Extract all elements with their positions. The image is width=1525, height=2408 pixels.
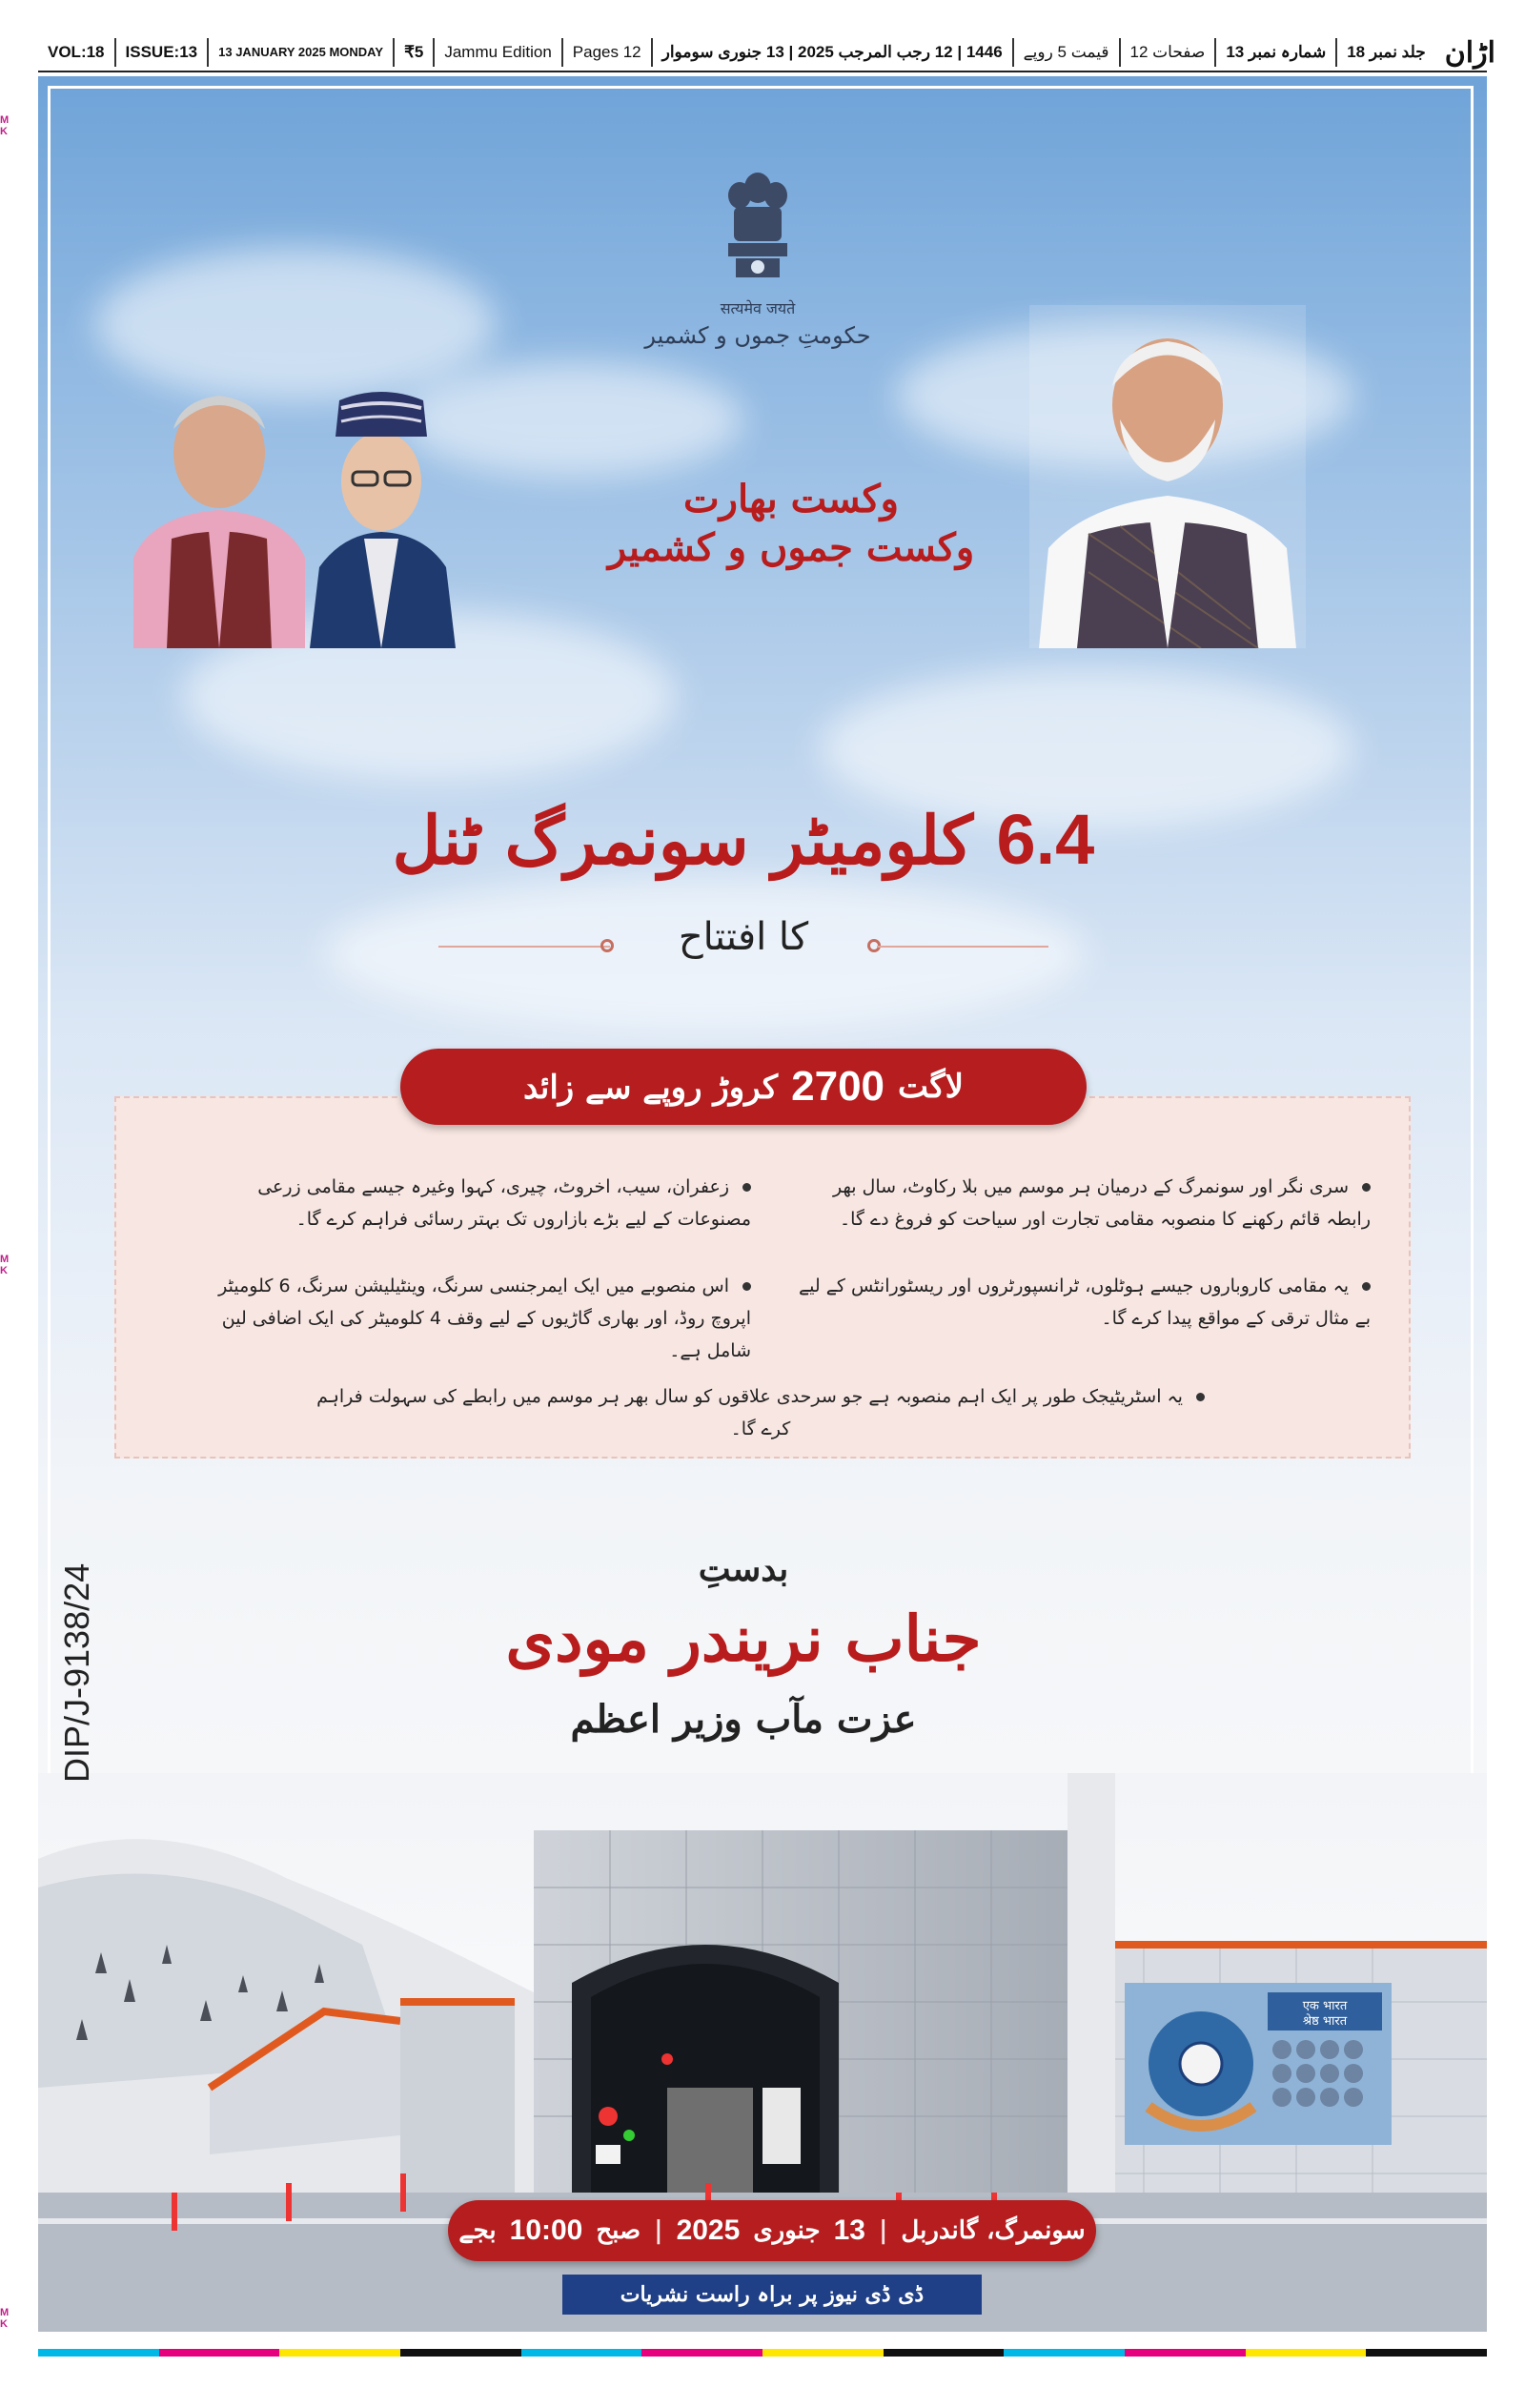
signboard-line-1: एक भारत <box>1302 1999 1348 2013</box>
benefit-item: زعفران، سیب، اخروٹ، چیری، کہوا وغیرہ جیسے مقامی زرعی مصنوعات کے لیے بڑے بازاروں تک بہتر رسائی فراہم کرے گا۔ <box>257 1176 751 1230</box>
color-swatch <box>159 2349 280 2357</box>
color-swatch <box>521 2349 642 2357</box>
event-time: 10:00 <box>509 2214 583 2246</box>
benefit-item: سری نگر اور سونمرگ کے درمیان ہر موسم میں بلا رکاوٹ، سال بھر رابطہ قائم رکھنے کا منصوبہ مقامی تجارت اور سیاحت کو فروغ دے گا۔ <box>832 1176 1371 1230</box>
masthead <box>38 34 1495 72</box>
benefit-item: یہ اسٹریٹیجک طور پر ایک اہم منصوبہ ہے جو سرحدی علاقوں کو سال بھر ہر موسم میں رابطے کی سہولت فراہم کرے گا۔ <box>303 1380 1218 1445</box>
event-details-banner <box>448 2200 1096 2261</box>
event-day: 13 <box>833 2214 865 2246</box>
slogan-line-2: وکست جموں و کشمیر <box>607 525 975 570</box>
event-month: جنوری <box>753 2216 821 2245</box>
color-swatch <box>1246 2349 1367 2357</box>
prime-minister-photo <box>1029 305 1306 648</box>
bullet-dot <box>1362 1183 1371 1192</box>
price-label: ₹5 <box>395 38 435 67</box>
pages-label: Pages 12 <box>563 38 653 67</box>
registration-mark: M K <box>0 114 10 137</box>
live-broadcast-label: ڈی ڈی نیوز پر براہ راست نشریات <box>562 2275 982 2315</box>
price-urdu: قیمت 5 روپے <box>1014 38 1121 67</box>
prime-minister-name: جناب نریندر مودی <box>505 1602 982 1676</box>
color-swatch <box>641 2349 762 2357</box>
event-time-suffix: بجے <box>458 2216 497 2245</box>
separator: | <box>654 2216 663 2245</box>
bullet-dot <box>1196 1393 1205 1401</box>
slogan <box>572 477 1010 570</box>
dip-reference-code: DIP/J-9138/24 <box>57 1562 96 1783</box>
advertisement-poster <box>38 76 1487 2332</box>
benefit-item: یہ مقامی کاروباروں جیسے ہوٹلوں، ٹرانسپورٹروں اور ریسٹورانٹس کے لیے بے مثال ترقی کے مواقع پیدا کرے گا۔ <box>799 1275 1371 1329</box>
cost-prefix: لاگت <box>898 1068 964 1106</box>
event-time-prefix: صبح <box>596 2216 641 2245</box>
volume-urdu: جلد نمبر 18 <box>1347 43 1426 61</box>
edition-label: Jammu Edition <box>435 38 562 67</box>
newspaper-logo: اڑان <box>1444 35 1495 70</box>
tunnel-length: 6.4 <box>996 800 1095 879</box>
printer-color-bar <box>38 2349 1487 2357</box>
bullet-dot <box>742 1183 751 1192</box>
color-swatch <box>400 2349 521 2357</box>
separator: | <box>878 2216 888 2245</box>
tunnel-title-text: کلومیٹر سونمرگ ٹنل <box>392 801 974 880</box>
ornament-dot-left <box>600 939 614 952</box>
event-year: 2025 <box>676 2214 741 2246</box>
color-swatch <box>1004 2349 1125 2357</box>
event-place: سونمرگ، گاندربل <box>901 2216 1086 2245</box>
color-swatch <box>1366 2349 1487 2357</box>
ornament-line-right <box>877 946 1048 948</box>
pages-urdu: صفحات 12 <box>1121 38 1217 67</box>
bullet-dot <box>742 1282 751 1291</box>
registration-mark: M K <box>0 2307 10 2330</box>
volume-label: VOL:18 <box>38 38 116 67</box>
prime-minister-title: عزت مآب وزیر اعظم <box>570 1697 917 1742</box>
state-emblem-icon <box>715 167 801 291</box>
ornament-line-left <box>438 946 610 948</box>
project-benefits-box <box>114 1096 1411 1459</box>
inauguration-label: کا افتتاح <box>678 915 809 959</box>
date-english: 13 JANUARY 2025 MONDAY <box>209 38 395 67</box>
color-swatch <box>38 2349 159 2357</box>
bullet-dot <box>1362 1282 1371 1291</box>
project-cost-banner <box>400 1049 1087 1125</box>
color-swatch <box>762 2349 884 2357</box>
date-urdu: 1446 | 12 رجب المرجب 2025 | 13 جنوری سوموار <box>653 38 1014 67</box>
issue-urdu: شمارہ نمبر 13 <box>1216 38 1337 67</box>
issue-label: ISSUE:13 <box>116 38 210 67</box>
tunnel-title <box>381 799 1106 880</box>
government-name: حکومتِ جموں و کشمیر <box>644 322 871 349</box>
cost-amount: 2700 <box>791 1063 885 1110</box>
emblem-motto: सत्यमेव जयते <box>720 299 796 317</box>
slogan-line-1: وکست بھارت <box>683 477 899 521</box>
signboard-line-2: श्रेष्ठ भारत <box>1302 2014 1348 2029</box>
registration-mark: M K <box>0 1254 10 1276</box>
benefit-item: اس منصوبے میں ایک ایمرجنسی سرنگ، وینٹیلیشن سرنگ، 6 کلومیٹر اپروچ روڈ، اور بھاری گاڑیوں کے لیے وقف 4 کلومیٹر کی ایک اضافی لین شامل ہے۔ <box>218 1275 751 1361</box>
leaders-photo <box>95 362 543 648</box>
color-swatch <box>884 2349 1005 2357</box>
color-swatch <box>279 2349 400 2357</box>
color-swatch <box>1125 2349 1246 2357</box>
by-hand-label: بدستِ <box>698 1549 789 1589</box>
cost-suffix: کروڑ روپے سے زائد <box>523 1068 779 1107</box>
